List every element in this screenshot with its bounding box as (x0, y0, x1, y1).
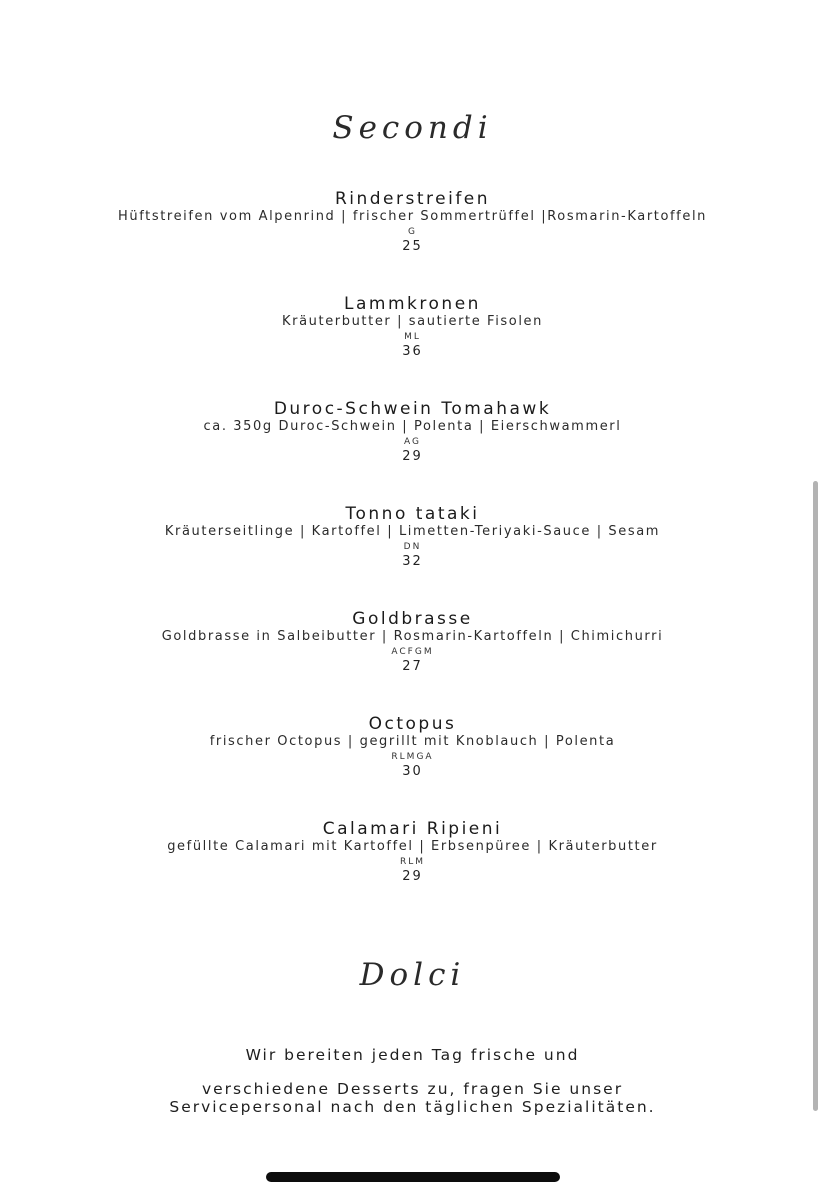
item-name: Tonno tataki (345, 504, 480, 524)
item-description: Kräuterbutter | sautierte Fisolen (282, 314, 543, 329)
menu-item (0, 819, 825, 924)
item-allergens: AG (404, 437, 421, 447)
item-allergens: RLM (399, 857, 426, 867)
dolci-info-line: verschiedene Desserts zu, fragen Sie unser (201, 1080, 624, 1098)
item-price: 29 (402, 449, 423, 464)
item-name: Goldbrasse (352, 609, 473, 629)
item-description: ca. 350g Duroc-Schwein | Polenta | Eierschwammerl (203, 419, 622, 434)
section-title-secondi: Secondi (332, 110, 493, 146)
item-allergens: DN (403, 542, 422, 552)
item-description: Kräuterseitlinge | Kartoffel | Limetten-Teriyaki-Sauce | Sesam (164, 524, 661, 539)
item-price: 25 (402, 239, 423, 254)
item-allergens: RLMGA (391, 752, 434, 762)
item-price: 27 (402, 659, 423, 674)
item-allergens: ML (404, 332, 421, 342)
menu-item (0, 714, 825, 819)
item-allergens: G (408, 227, 417, 237)
item-allergens: ACFGM (391, 647, 434, 657)
item-price: 30 (402, 764, 423, 779)
menu-item (0, 294, 825, 399)
item-name: Octopus (368, 714, 457, 734)
menu-list (0, 189, 825, 924)
menu-item (0, 189, 825, 294)
dolci-info-line: Servicepersonal nach den täglichen Spezialitäten. (169, 1098, 656, 1116)
menu-item (0, 399, 825, 504)
item-description: Hüftstreifen vom Alpenrind | frischer Sommertrüffel |Rosmarin-Kartoffeln (117, 209, 708, 224)
item-name: Calamari Ripieni (322, 819, 503, 839)
item-price: 32 (402, 554, 423, 569)
item-description: Goldbrasse in Salbeibutter | Rosmarin-Kartoffeln | Chimichurri (161, 629, 664, 644)
item-price: 36 (402, 344, 423, 359)
dolci-intro-text: Wir bereiten jeden Tag frische und (245, 1046, 580, 1064)
menu-item (0, 609, 825, 714)
item-name: Lammkronen (344, 294, 481, 314)
section-title-dolci: Dolci (359, 957, 466, 993)
item-name: Duroc-Schwein Tomahawk (273, 399, 552, 419)
item-price: 29 (402, 869, 423, 884)
vertical-scrollbar[interactable] (813, 481, 818, 1111)
item-name: Rinderstreifen (334, 189, 491, 209)
item-description: gefüllte Calamari mit Kartoffel | Erbsenpüree | Kräuterbutter (167, 839, 658, 854)
dolci-info-text (0, 1080, 825, 1116)
menu-item (0, 504, 825, 609)
item-description: frischer Octopus | gegrillt mit Knoblauch | Polenta (209, 734, 616, 749)
home-indicator[interactable] (266, 1172, 560, 1182)
